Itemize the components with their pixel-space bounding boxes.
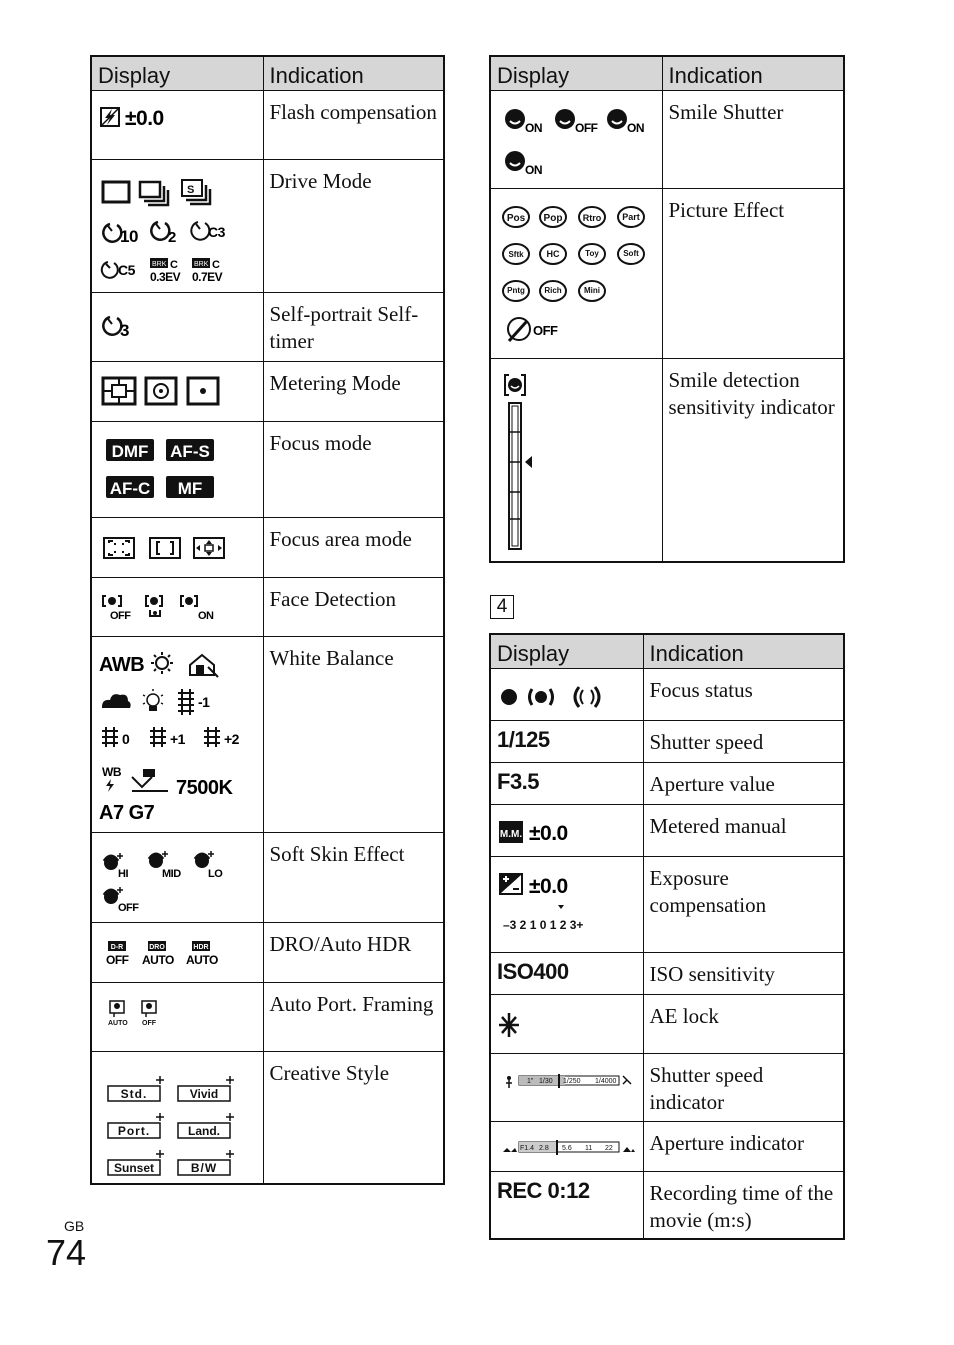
self-timer-3-icon [98,301,258,341]
section-indicator-table [489,633,845,1240]
indication-auto-framing: Auto Port. Framing [263,982,444,1051]
mf-label: MF [177,478,203,498]
svg-text:D-R: D-R [110,943,124,951]
indication-header: Indication [643,634,844,668]
display-header: Display [91,56,263,90]
svg-text:0: 0 [122,730,130,747]
exposure-comp-icon [497,865,637,947]
table-row [91,90,444,159]
svg-text:F1.4: F1.4 [520,1144,535,1152]
svg-text:OFF: OFF [533,322,558,338]
svg-text:Std.: Std. [120,1086,148,1101]
afs-label: AF-S [170,441,210,461]
iso-value: ISO400 [497,958,569,984]
table-row [490,358,844,562]
svg-text:C: C [170,258,178,271]
indication-metered-manual: Metered manual [643,804,844,856]
indication-rec-time: Recording time of the movie (m:s) [643,1171,844,1239]
section-marker: 4 [490,595,514,619]
svg-text:2: 2 [168,228,176,246]
svg-text:OFF: OFF [110,609,131,622]
color-temp-label: 7500K [176,776,233,799]
svg-text:Vivid: Vivid [189,1086,219,1101]
table-row [91,636,444,832]
drive-mode-icons [98,168,258,288]
table-row [490,668,844,720]
table-row [490,994,844,1053]
svg-text:C3: C3 [208,223,225,240]
metered-manual-icon [497,813,637,849]
focus-tracking-icon [530,689,553,705]
soft-skin-icon [195,851,223,880]
display-header: Display [490,634,643,668]
self-timer-2-icon [151,222,176,246]
right-indicator-table [489,55,845,563]
svg-text:C: C [212,258,220,271]
face-detection-icons [98,586,258,626]
spot-metering-icon [188,378,218,404]
rec-time-value: REC 0:12 [497,1177,590,1203]
svg-text:AUTO: AUTO [186,952,218,967]
svg-text:HI: HI [118,867,128,880]
table-row [91,1051,444,1184]
table-row [490,90,844,188]
svg-text:OFF: OFF [118,901,139,914]
picture-effect-icons [497,197,657,355]
awb-label: AWB [99,653,145,676]
focus-status-icons [497,677,637,713]
indication-creative-style: Creative Style [263,1051,444,1184]
smile-icon [505,109,542,135]
table-row [490,856,844,952]
flash-compensation-icon [98,99,258,133]
afc-label: AF-C [109,478,151,498]
table-row [490,762,844,804]
color-filter-label: A7 G7 [99,801,155,824]
svg-text:0.7EV: 0.7EV [192,269,223,284]
svg-text:+2: +2 [224,730,239,747]
svg-text:3: 3 [120,320,129,340]
smile-sensitivity-icon [497,367,657,557]
indication-drive-mode: Drive Mode [263,159,444,292]
svg-text:B/W: B/W [190,1160,218,1175]
svg-text:ON: ON [627,120,644,135]
table-row [91,421,444,517]
svg-text:ON: ON [525,162,542,177]
svg-text:ON: ON [525,120,542,135]
display-header: Display [490,56,662,90]
focus-mode-icons [98,430,258,514]
svg-text:Sunset: Sunset [113,1160,155,1175]
metered-manual-value: ±0.0 [529,821,568,845]
indication-self-portrait: Self-portrait Self-timer [263,292,444,361]
indication-focus-area: Focus area mode [263,517,444,577]
svg-text:AUTO: AUTO [142,952,174,967]
face-detect-on-icon [181,596,214,622]
table-row [91,517,444,577]
svg-text:Rich: Rich [544,285,562,295]
indication-iso: ISO sensitivity [643,952,844,994]
custom-wb-icon [132,769,168,791]
indication-face-detection: Face Detection [263,577,444,636]
svg-text:OFF: OFF [106,952,129,967]
table-row [490,1171,844,1239]
smile-icon [555,109,598,135]
table-row [490,720,844,762]
svg-text:Port.: Port. [117,1123,151,1138]
auto-framing-icons [98,991,258,1031]
indication-white-balance: White Balance [263,636,444,832]
indication-header: Indication [662,56,844,90]
face-detect-registered-icon [146,596,162,616]
page-number: 74 [46,1232,87,1273]
indication-focus-status: Focus status [643,668,844,720]
single-shot-icon [103,182,129,202]
indication-header: Indication [263,56,444,90]
indication-aperture-value: Aperture value [643,762,844,804]
incandescent-icon [143,689,163,711]
flash-compensation-value: ±0.0 [125,106,164,130]
fluorescent-icon [204,727,240,747]
svg-text:C5: C5 [118,261,135,278]
indication-dro-hdr: DRO/Auto HDR [263,922,444,982]
indication-focus-mode: Focus mode [263,421,444,517]
table-row [91,361,444,421]
shutter-speed-value: 1/125 [497,726,550,752]
fluorescent-icon [150,727,186,747]
center-metering-icon [146,378,176,404]
fluorescent-icon [178,689,210,715]
self-timer-10-icon [103,224,138,246]
svg-text:5.6: 5.6 [562,1144,572,1152]
creative-style-icons [98,1060,258,1180]
shade-icon [190,655,218,677]
svg-text:-1: -1 [198,693,210,710]
flexible-spot-icon [194,538,224,558]
table-row [91,577,444,636]
bracket-icon [192,258,223,284]
wide-area-icon [104,538,134,558]
indication-exposure-comp: Exposure compensation [643,856,844,952]
aperture-value: F3.5 [497,768,540,794]
svg-text:1": 1" [527,1077,534,1085]
shutter-scale-icon [497,1062,637,1098]
svg-text:Soft: Soft [623,248,639,258]
svg-text:0.3EV: 0.3EV [150,269,181,284]
cloudy-icon [102,694,131,708]
self-timer-continuous-icon [191,222,225,240]
indication-metering-mode: Metering Mode [263,361,444,421]
svg-text:S: S [187,183,195,196]
svg-text:OFF: OFF [575,120,598,135]
svg-text:+1: +1 [170,730,185,747]
svg-text:ON: ON [198,609,214,622]
indication-shutter-scale: Shutter speed indicator [643,1053,844,1121]
table-row [490,952,844,994]
table-row [91,982,444,1051]
indication-ae-lock: AE lock [643,994,844,1053]
table-row [490,188,844,358]
svg-text:Pos: Pos [506,212,526,224]
dmf-label: DMF [111,441,149,461]
exposure-comp-value: ±0.0 [529,874,568,898]
soft-skin-icon [104,853,128,880]
table-row [91,159,444,292]
svg-text:Rtro: Rtro [582,212,602,223]
smile-shutter-icons [497,99,657,185]
table-row [91,922,444,982]
svg-text:Mini: Mini [584,285,600,295]
svg-text:2.8: 2.8 [539,1144,549,1152]
svg-text:Pop: Pop [543,212,563,224]
table-row [490,1121,844,1171]
svg-text:1/250: 1/250 [563,1077,581,1085]
svg-text:MID: MID [162,867,181,880]
focus-locked-icon [501,689,517,705]
svg-text:LO: LO [208,867,223,880]
region-code: GB [64,1218,85,1234]
table-row [91,292,444,361]
picture-effect-off-icon [508,318,558,341]
soft-skin-icon [149,851,181,880]
auto-framing-icon [108,1001,128,1027]
svg-text:Land.: Land. [188,1123,220,1138]
svg-text:Part: Part [622,211,640,222]
auto-framing-icon [142,1001,157,1027]
face-detect-off-icon [103,596,131,622]
indication-soft-skin: Soft Skin Effect [263,832,444,922]
indication-flash-compensation: Flash compensation [263,90,444,159]
continuous-icon [140,182,168,205]
center-area-icon [150,538,180,558]
indication-aperture-scale: Aperture indicator [643,1121,844,1171]
table-row [91,832,444,922]
indication-smile-sensitivity: Smile detection sensitivity indicator [662,358,844,562]
svg-text:M.M.: M.M. [499,828,523,840]
svg-text:BRK: BRK [194,260,209,268]
left-indicator-table [90,55,445,1185]
indication-smile-shutter: Smile Shutter [662,90,844,188]
metering-mode-icons [98,370,258,410]
daylight-icon [151,652,173,674]
svg-text:Pntg: Pntg [507,285,525,295]
svg-text:10: 10 [120,226,138,246]
svg-text:1/4000: 1/4000 [595,1077,617,1085]
svg-text:OFF: OFF [142,1019,156,1027]
svg-text:BRK: BRK [152,260,167,268]
soft-skin-icon [104,887,139,914]
self-timer-c5-icon [102,262,136,278]
exposure-scale: –3 2 1 0 1 2 3+ [503,917,584,932]
indication-picture-effect: Picture Effect [662,188,844,358]
focus-searching-icon [575,687,599,707]
ae-lock-icon [497,1003,637,1043]
svg-text:HC: HC [546,248,560,259]
svg-text:WB: WB [102,764,121,779]
svg-text:AUTO: AUTO [108,1019,128,1027]
indication-shutter-speed: Shutter speed [643,720,844,762]
svg-text:Toy: Toy [585,248,599,258]
table-row [490,1053,844,1121]
multi-metering-icon [103,378,135,404]
svg-text:DRO: DRO [149,943,165,951]
speed-priority-icon [182,180,210,204]
svg-text:1/30: 1/30 [539,1077,553,1085]
smile-icon [505,151,542,177]
fluorescent-icon [102,727,130,747]
table-row [490,804,844,856]
flash-wb-icon [102,765,122,792]
smile-icon [607,109,644,135]
bracket-icon [150,258,181,284]
svg-text:Sftk: Sftk [508,249,524,259]
focus-area-icons [98,526,258,566]
soft-skin-icons [98,841,258,921]
white-balance-icons [98,645,258,830]
svg-text:11: 11 [585,1144,593,1152]
aperture-scale-icon [497,1130,637,1166]
svg-text:HDR: HDR [193,943,209,951]
svg-text:22: 22 [605,1144,613,1152]
dro-hdr-icons [98,931,258,971]
